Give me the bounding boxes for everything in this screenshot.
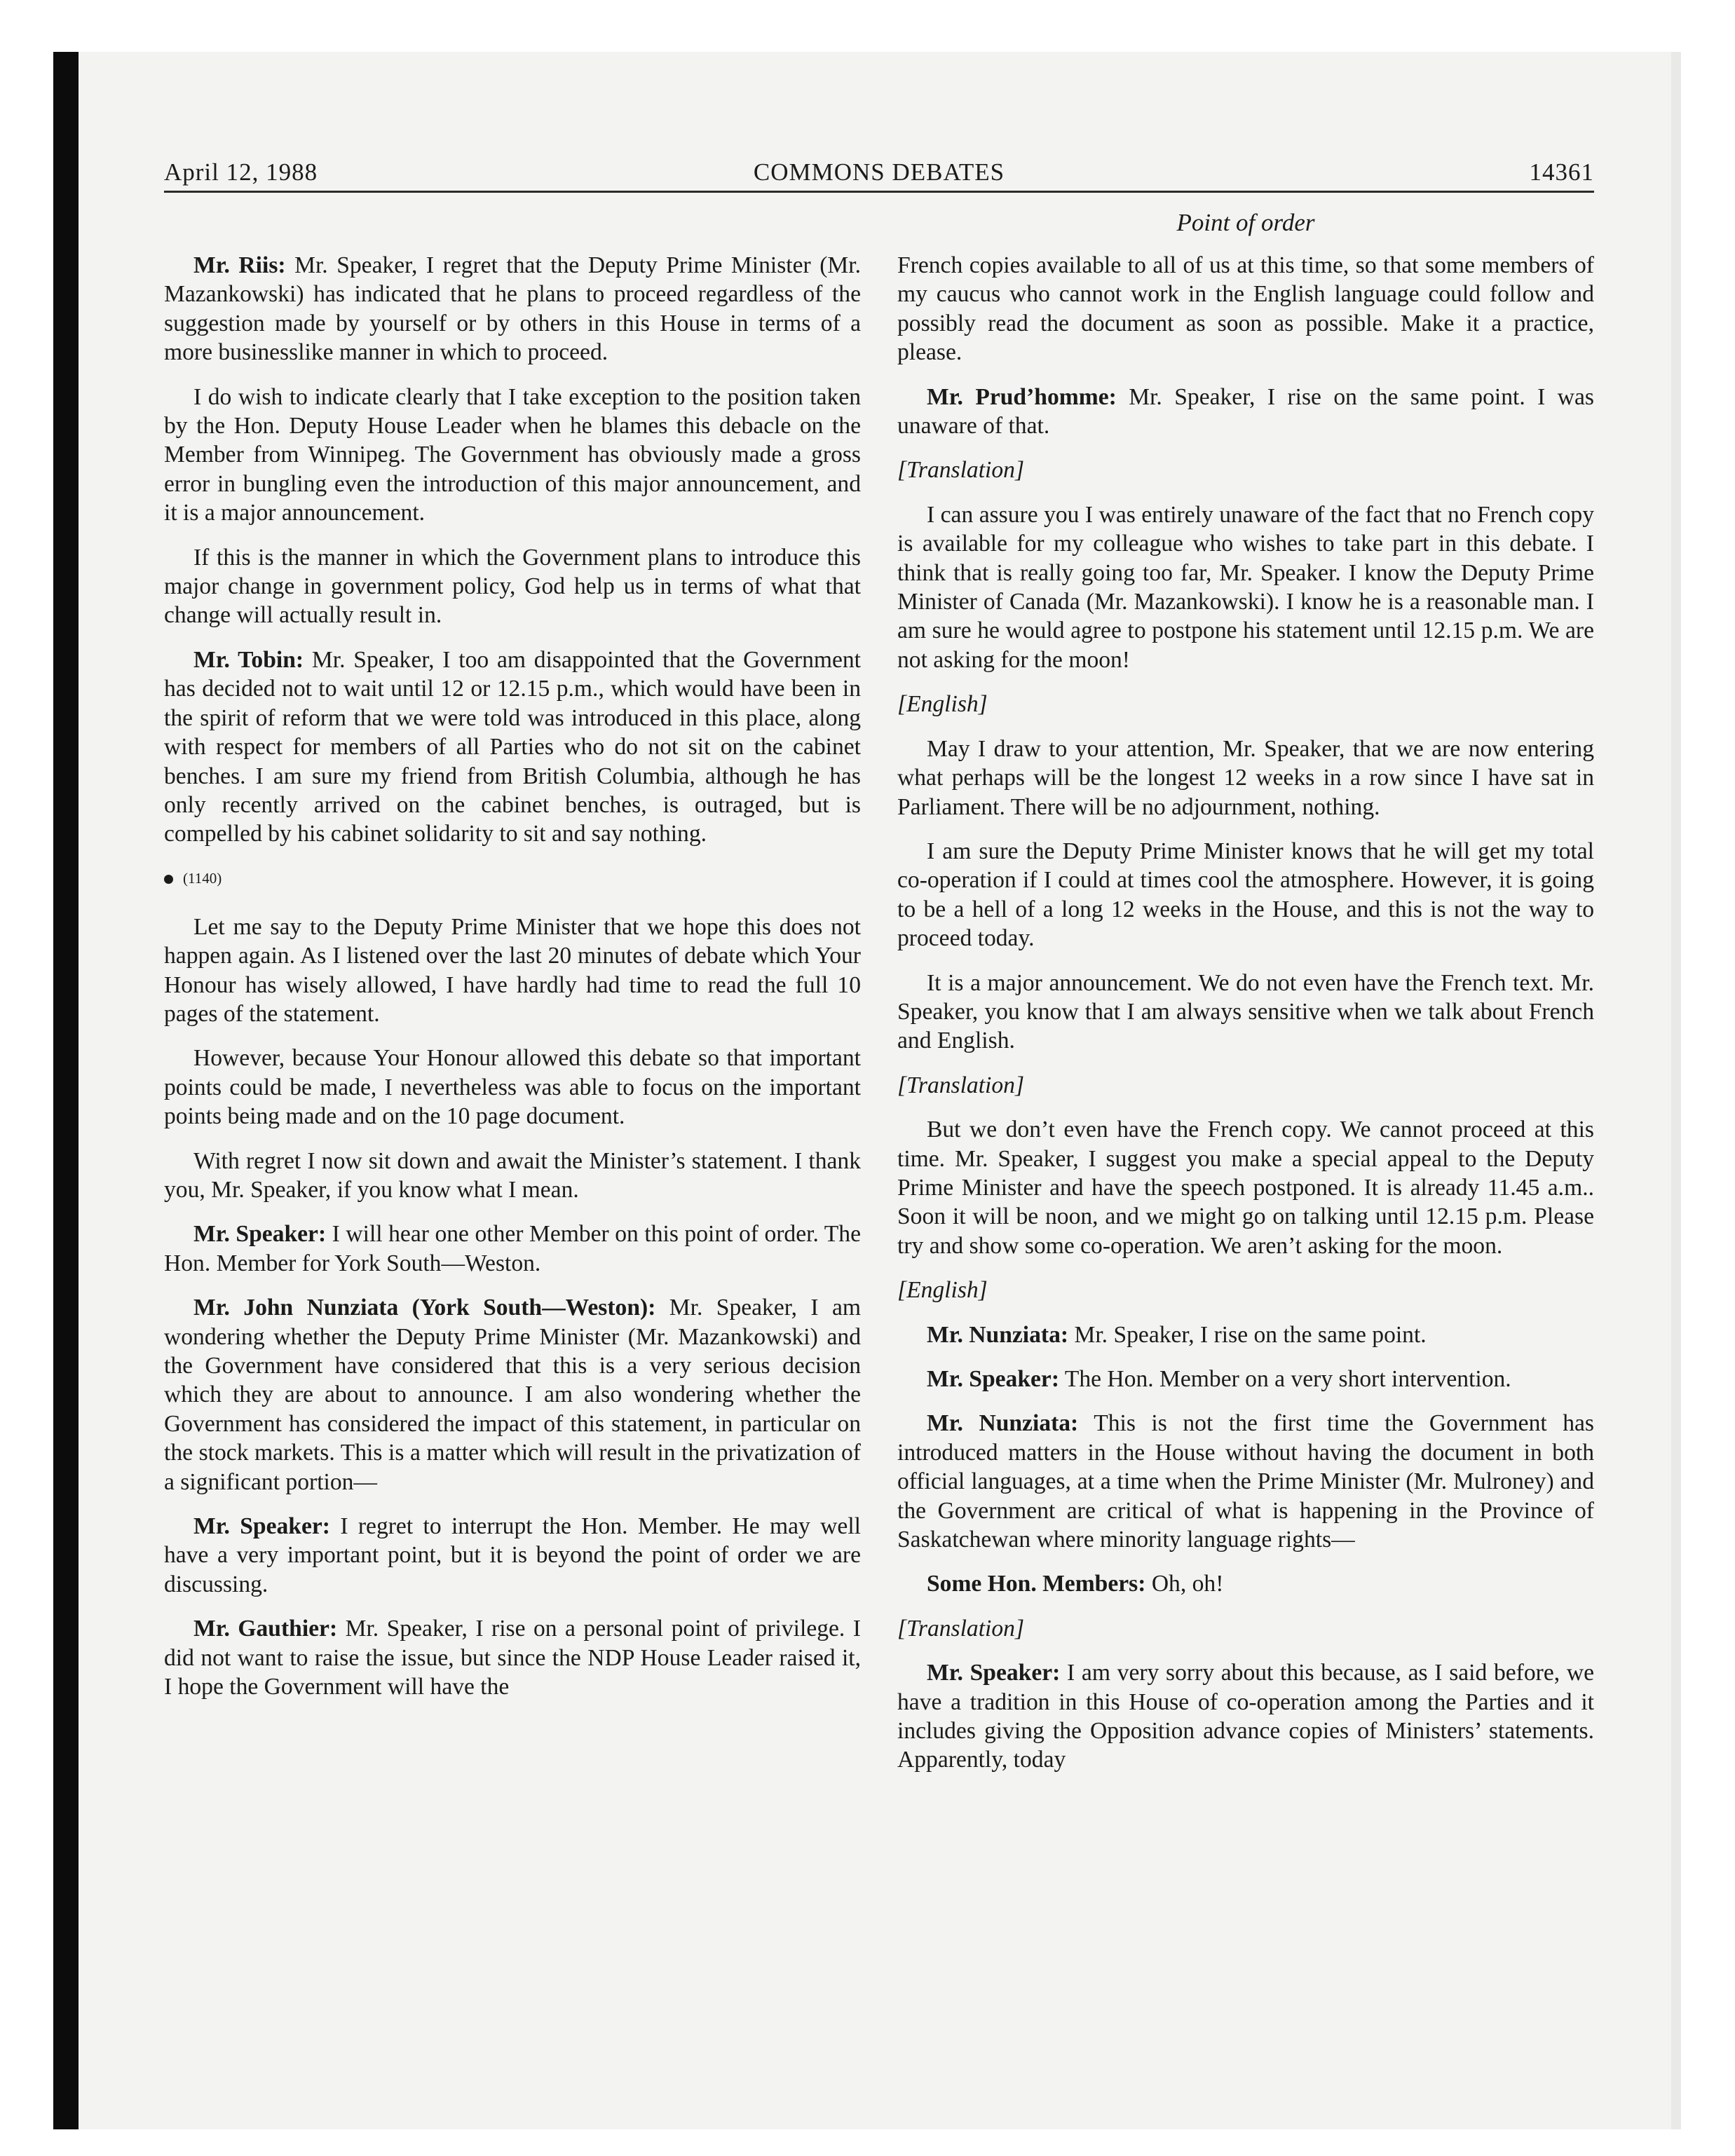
speaker-name: Mr. Prud’homme: — [927, 383, 1117, 410]
speaker-name: Mr. John Nunziata (York South—Weston): — [193, 1295, 656, 1321]
text-paragraph — [164, 383, 861, 528]
right-column — [897, 251, 1594, 1790]
left-column — [164, 251, 861, 1717]
speech-text: The Hon. Member on a very short intervention. — [1064, 1366, 1511, 1392]
speech-text: This is not the first time the Government has introduced matters in the House without having the document in both official languages, at a time when the Prime Minister (Mr. Mulroney) and the Government are critical of what is happening in the Province of Saskatchewan where minority language rights— — [897, 1410, 1594, 1553]
speech-text: It is a major announcement. We do not even have the French text. Mr. Speaker, you know that I am always sensitive when we talk about French and English. — [897, 969, 1594, 1054]
language-tag: [English] — [897, 691, 988, 718]
text-paragraph — [897, 969, 1594, 1056]
text-paragraph — [164, 913, 861, 1029]
text-paragraph — [164, 1044, 861, 1131]
scan-edge-shade — [1671, 52, 1681, 2129]
speaker-name: Mr. Riis: — [193, 252, 286, 278]
running-header — [164, 158, 1594, 193]
speech-paragraph — [897, 1569, 1594, 1598]
speech-text: May I draw to your attention, Mr. Speaker, that we are now entering what perhaps will be the longest 12 weeks in a row since I have sat in Parliament. There will be no adjournment, nothing. — [897, 735, 1594, 820]
text-paragraph — [897, 1115, 1594, 1260]
text-paragraph — [164, 543, 861, 630]
speaker-name: Mr. Speaker: — [193, 1513, 330, 1540]
header-rule — [164, 191, 1594, 193]
speech-text: Mr. Speaker, I rise on a personal point of privilege. I did not want to raise the issue, but since the NDP House Leader raised it, I hope the Government will have the — [164, 1616, 861, 1700]
language-tag: [Translation] — [897, 1615, 1025, 1642]
speech-paragraph — [164, 1293, 861, 1496]
language-tag: [Translation] — [897, 457, 1025, 484]
speech-paragraph — [164, 1614, 861, 1701]
speech-paragraph — [164, 251, 861, 367]
speaker-name: Mr. Speaker: — [193, 1221, 327, 1248]
speech-paragraph — [897, 1321, 1594, 1349]
text-paragraph — [897, 735, 1594, 821]
speaker-name: Mr. Nunziata: — [927, 1321, 1069, 1348]
speech-paragraph — [164, 646, 861, 849]
speech-text: I am very sorry about this because, as I said before, we have a tradition in this House of co-operation among the Parties and it includes giving the Opposition advance copies of Ministers’ statements. Apparently, today — [897, 1660, 1594, 1773]
speech-text: I do wish to indicate clearly that I take exception to the position taken by the Hon. Deputy House Leader when he blames this debacle on the Member from Winnipeg. The Government has obviously made a gross error in bungling even the introduction of this major announcement, and it is a major announcement. — [164, 383, 861, 526]
section-title: Point of order — [1176, 209, 1315, 236]
speaker-name: Mr. Speaker: — [927, 1366, 1060, 1392]
speech-text: Oh, oh! — [1151, 1571, 1224, 1597]
speech-text: Mr. Speaker, I rise on the same point. — [1074, 1321, 1427, 1348]
speech-paragraph — [164, 1512, 861, 1599]
speech-text: I regret to interrupt the Hon. Member. He may well have a very important point, but it is beyond the point of order we are discussing. — [164, 1513, 861, 1597]
text-paragraph — [897, 837, 1594, 953]
text-paragraph — [164, 1147, 861, 1205]
speech-paragraph — [897, 1409, 1594, 1554]
speech-paragraph — [897, 1365, 1594, 1393]
speech-paragraph — [164, 1220, 861, 1278]
speech-text: I am sure the Deputy Prime Minister knows that he will get my total co-operation if I could at times cool the atmosphere. However, it is going to be a hell of a long 12 weeks in the House, and this is not the way to proceed today. — [897, 838, 1594, 952]
publication-title: COMMONS DEBATES — [753, 158, 1005, 186]
page-number: 14361 — [1529, 158, 1594, 186]
speaker-name: Mr. Tobin: — [193, 646, 304, 673]
text-paragraph — [897, 500, 1594, 674]
language-tag: [Translation] — [897, 1072, 1025, 1098]
speech-paragraph — [897, 1658, 1594, 1775]
text-paragraph — [897, 251, 1594, 367]
speech-text: Mr. Speaker, I am wondering whether the Deputy Prime Minister (Mr. Mazankowski) and the Government have considered that this is a very serious decision which they are about to announce. I am also wondering whether the Government has considered the impact of this statement, in particular on the stock markets. This is a matter which will result in the privatization of a significant portion— — [164, 1295, 861, 1495]
bullet-icon — [164, 875, 173, 884]
speaker-name: Mr. Speaker: — [927, 1660, 1061, 1686]
speaker-name: Some Hon. Members: — [927, 1571, 1146, 1597]
speech-text: Mr. Speaker, I too am disappointed that the Government has decided not to wait until 12 or 12.15 p.m., which would have been in the spirit of reform that we were told was introduced in this place, along with respect for members of all Parties who do not sit on the cabinet benches. I am sure my friend from British Columbia, although he has only recently arrived on the cabinet benches, is outraged, but is compelled by his cabinet solidarity to sit and say nothing. — [164, 646, 861, 847]
speech-text: However, because Your Honour allowed this debate so that important points could be made, I nevertheless was able to focus on the important points being made and on the 10 page document. — [164, 1045, 861, 1130]
speech-text: Mr. Speaker, I rise on the same point. I was unaware of that. — [897, 383, 1594, 439]
header-date: April 12, 1988 — [164, 158, 318, 186]
speaker-name: Mr. Gauthier: — [193, 1616, 338, 1642]
speech-text: French copies available to all of us at this time, so that some members of my caucus who cannot work in the English language could follow and possibly read the document as soon as possible. Make it a practice, please. — [897, 252, 1594, 366]
scan-edge-bar — [53, 52, 79, 2129]
speech-text: Let me say to the Deputy Prime Minister that we hope this does not happen again. As I listened over the last 20 minutes of debate which Your Honour has wisely allowed, I have hardly had time to read the full 10 pages of the statement. — [164, 913, 861, 1027]
speech-paragraph — [897, 383, 1594, 441]
language-tag: [English] — [897, 1277, 988, 1304]
speech-text: With regret I now sit down and await the Minister’s statement. I thank you, Mr. Speaker, if you know what I mean. — [164, 1147, 861, 1203]
speech-text: I can assure you I was entirely unaware of the fact that no French copy is available for my colleague who wishes to take part in this debate. I think that is really going too far, Mr. Speaker. I know the Deputy Prime Minister of Canada (Mr. Mazankowski). I know he is a reasonable man. I am sure he would agree to postpone his statement until 12.15 p.m. We are not asking for the moon! — [897, 501, 1594, 673]
speaker-name: Mr. Nunziata: — [927, 1410, 1079, 1437]
speech-text: Mr. Speaker, I regret that the Deputy Prime Minister (Mr. Mazankowski) has indicated that he plans to proceed regardless of the suggestion made by yourself or by others in this House in terms of a more businesslike manner in which to proceed. — [164, 252, 861, 366]
speech-text: If this is the manner in which the Government plans to introduce this major change in government policy, God help us in terms of what that change will actually result in. — [164, 544, 861, 629]
speech-text: I will hear one other Member on this point of order. The Hon. Member for York South—Weston. — [164, 1221, 861, 1276]
time-marker — [164, 864, 861, 893]
speech-text: But we don’t even have the French copy. We cannot proceed at this time. Mr. Speaker, I suggest you make a special appeal to the Deputy Prime Minister and have the speech postponed. It is already 11.45 a.m.. Soon it will be noon, and we might go on talking until 12.15 p.m. Please try and show some co-operation. We aren’t asking for the moon. — [897, 1117, 1594, 1259]
time-marker-text: (1140) — [183, 869, 222, 887]
